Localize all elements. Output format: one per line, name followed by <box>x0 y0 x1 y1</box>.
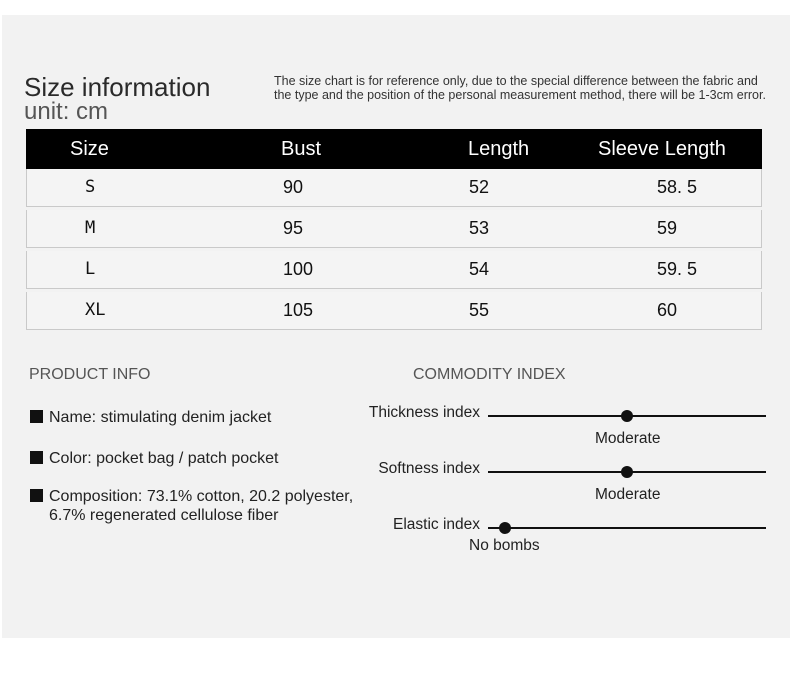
table-row <box>26 292 762 330</box>
product-info-item <box>30 449 389 468</box>
cell-size: S <box>85 177 96 197</box>
table-row <box>26 210 762 248</box>
product-info-item <box>30 408 389 427</box>
cell-length: 52 <box>469 177 490 197</box>
cell-length: 54 <box>469 259 490 279</box>
cell-sleeve-length: 59 <box>657 218 678 238</box>
cell-size: L <box>85 259 96 279</box>
product-info-text: Name: stimulating denim jacket <box>49 409 272 426</box>
cell-size: XL <box>85 300 106 320</box>
column-header-bust: Bust <box>281 138 322 160</box>
cell-sleeve-length: 58. 5 <box>657 177 698 197</box>
commodity-index-title: COMMODITY INDEX <box>413 366 566 383</box>
product-info-title: PRODUCT INFO <box>29 366 151 383</box>
table-row <box>26 251 762 289</box>
cell-bust: 105 <box>283 300 314 320</box>
index-scale-line <box>488 527 766 529</box>
size-table <box>26 129 762 330</box>
square-bullet-icon <box>30 451 43 464</box>
index-level-marker <box>499 522 511 534</box>
index-label: Elastic index <box>392 516 480 533</box>
table-row <box>26 169 762 207</box>
square-bullet-icon <box>30 489 43 502</box>
cell-sleeve-length: 59. 5 <box>657 259 698 279</box>
page-title: Size information <box>24 72 211 102</box>
index-label: Thickness index <box>368 404 480 421</box>
table-header <box>26 129 762 169</box>
cell-length: 55 <box>469 300 490 320</box>
index-value: No bombs <box>469 537 540 554</box>
cell-bust: 95 <box>283 218 304 238</box>
index-value: Moderate <box>595 430 661 447</box>
cell-bust: 90 <box>283 177 304 197</box>
index-level-marker <box>621 410 633 422</box>
index-value: Moderate <box>595 486 661 503</box>
cell-length: 53 <box>469 218 490 238</box>
cell-sleeve-length: 60 <box>657 300 678 320</box>
square-bullet-icon <box>30 410 43 423</box>
column-header-length: Length <box>468 138 530 160</box>
product-info-text: Color: pocket bag / patch pocket <box>49 450 279 467</box>
index-level-marker <box>621 466 633 478</box>
unit-label: unit: cm <box>24 98 109 125</box>
cell-size: M <box>85 218 96 238</box>
index-label: Softness index <box>378 460 480 477</box>
product-info-item <box>30 487 389 525</box>
column-header-sleeve-length: Sleeve Length <box>598 138 726 160</box>
product-info-text: Composition: 73.1% cotton, 20.2 polyester, 6.7% regenerated cellulose fiber <box>49 488 354 524</box>
cell-bust: 100 <box>283 259 314 279</box>
reference-note: The size chart is for reference only, due to the special difference between the fabric and the type and the position of the personal measurement method, there will be 1-3cm error. <box>274 74 766 102</box>
column-header-size: Size <box>70 138 109 160</box>
